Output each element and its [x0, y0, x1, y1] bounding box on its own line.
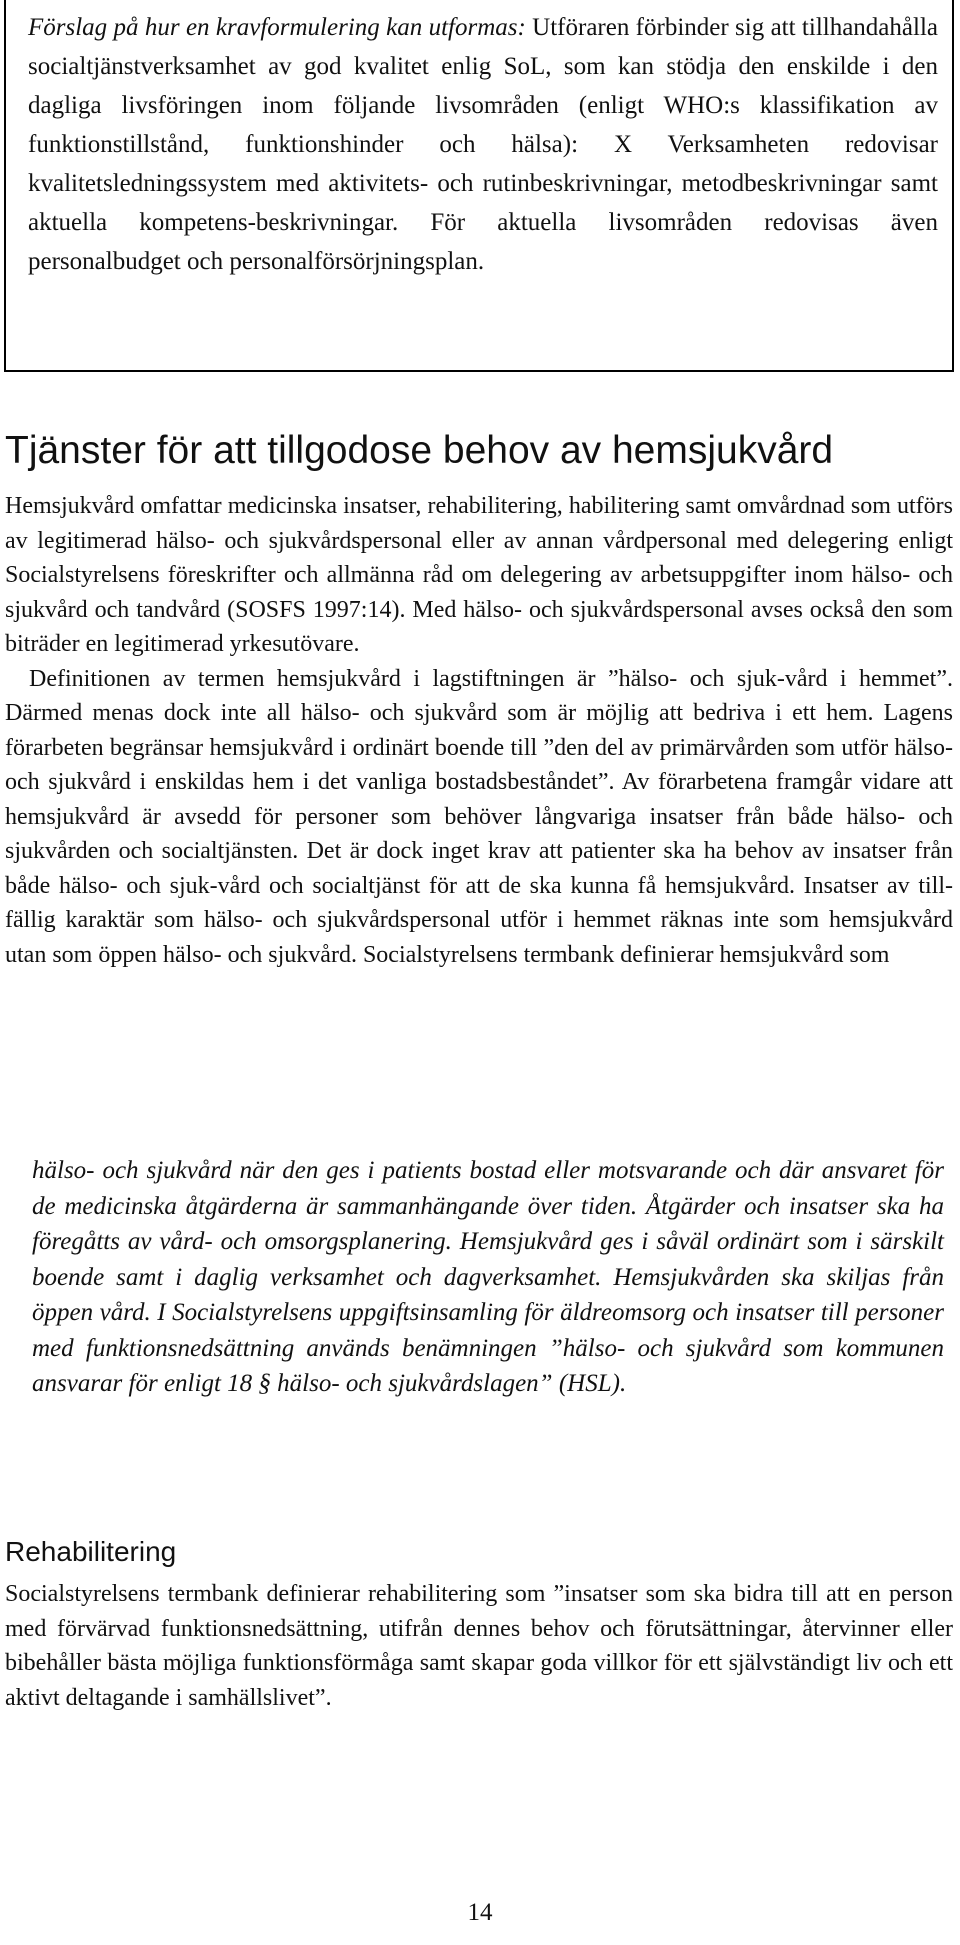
box-body-text: Utföraren förbinder sig att tillhandahålla socialtjänstverksamhet av god kvalitet enlig SoL, som kan stödja den enskilde i den dagliga livsföringen inom följande livsområden (enligt WHO:s klassifikation av funktionstillstånd, funktionshinder och hälsa): X Verksamheten redovisar kvalitetsledningssystem med aktivitets- och rutinbeskrivningar, metodbeskrivningar samt aktuella kompetens-beskrivningar. För aktuella livsområden redovisas även personalbudget och personalförsörjningsplan. [28, 14, 938, 275]
paragraph-2: Definitionen av termen hemsjukvård i lagstiftningen är ”hälso- och sjuk-vård i hemmet”. Därmed menas dock inte all hälso- och sjukvård som är möjlig att bedriva i ett hem. Lagens förarbeten begränsar hemsjukvård i ordinärt boende till ”den del av primärvården som utför hälso- och sjukvård i enskildas hem i det vanliga bostadsbeståndet”. Av förarbetena framgår vidare att hemsjukvård är avsedd för personer som behöver långvariga insatser från både hälso- och sjukvården och socialtjänsten. Det är dock inget krav att patienter ska ha behov av insatser från både hälso- och sjuk-vård och socialtjänst för att de ska kunna få hemsjukvård. Insatser av till-fällig karaktär som hälso- och sjukvårdspersonal utför i hemmet räknas inte som hemsjukvård utan som öppen hälso- och sjukvård. Socialstyrelsens termbank definierar hemsjukvård som [5, 665, 953, 968]
box-paragraph [28, 8, 938, 281]
paragraph-1: Hemsjukvård omfattar medicinska insatser, rehabilitering, habilitering samt omvårdnad som utförs av legitimerad hälso- och sjukvårdspersonal eller av annan vårdpersonal med delegering enligt Socialstyrelsens föreskrifter och allmänna råd om delegering av arbetsuppgifter inom hälso- och sjukvård och tandvård (SOSFS 1997:14). Med hälso- och sjukvårdspersonal avses också den som biträder en legitimerad yrkesutövare. [5, 493, 953, 657]
section-heading-rehabilitering: Rehabilitering [5, 1536, 177, 1567]
box-lead-text: Förslag på hur en kravformulering kan utformas: [28, 14, 526, 41]
section-heading-hemsjukvard: Tjänster för att tillgodose behov av hemsjukvård [5, 429, 834, 472]
paragraph-rehabilitering: Socialstyrelsens termbank definierar rehabilitering som ”insatser som ska bidra till att en person med förvärvad funktionsnedsättning, utifrån dennes behov och förutsättningar, återvinner eller bibehåller bästa möjliga funktionsförmåga samt skapar goda villkor för ett självständigt liv och ett aktivt deltagande i samhällslivet”. [5, 1581, 953, 1711]
page-number: 14 [467, 1899, 493, 1926]
requirement-example-box [4, 0, 954, 372]
section-body-hemsjukvard [5, 489, 953, 972]
termbank-quote: hälso- och sjukvård när den ges i patients bostad eller motsvarande och där ansvaret för de medicinska åtgärderna är sammanhängande över tiden. Åtgärder och insatser ska ha föregåtts av vård- och omsorgsplanering. Hemsjukvård ges i såväl ordinärt som i särskilt boende samt i daglig verksamhet och dagverksamhet. Hemsjukvården ska skiljas från öppen vård. I Socialstyrelsens uppgiftsinsamling för äldreomsorg och insatser till personer med funktionsnedsättning används benämningen ”hälso- och sjukvård som kommunen ansvarar för enligt 18 § hälso- och sjukvårdslagen” (HSL). [32, 1157, 944, 1397]
